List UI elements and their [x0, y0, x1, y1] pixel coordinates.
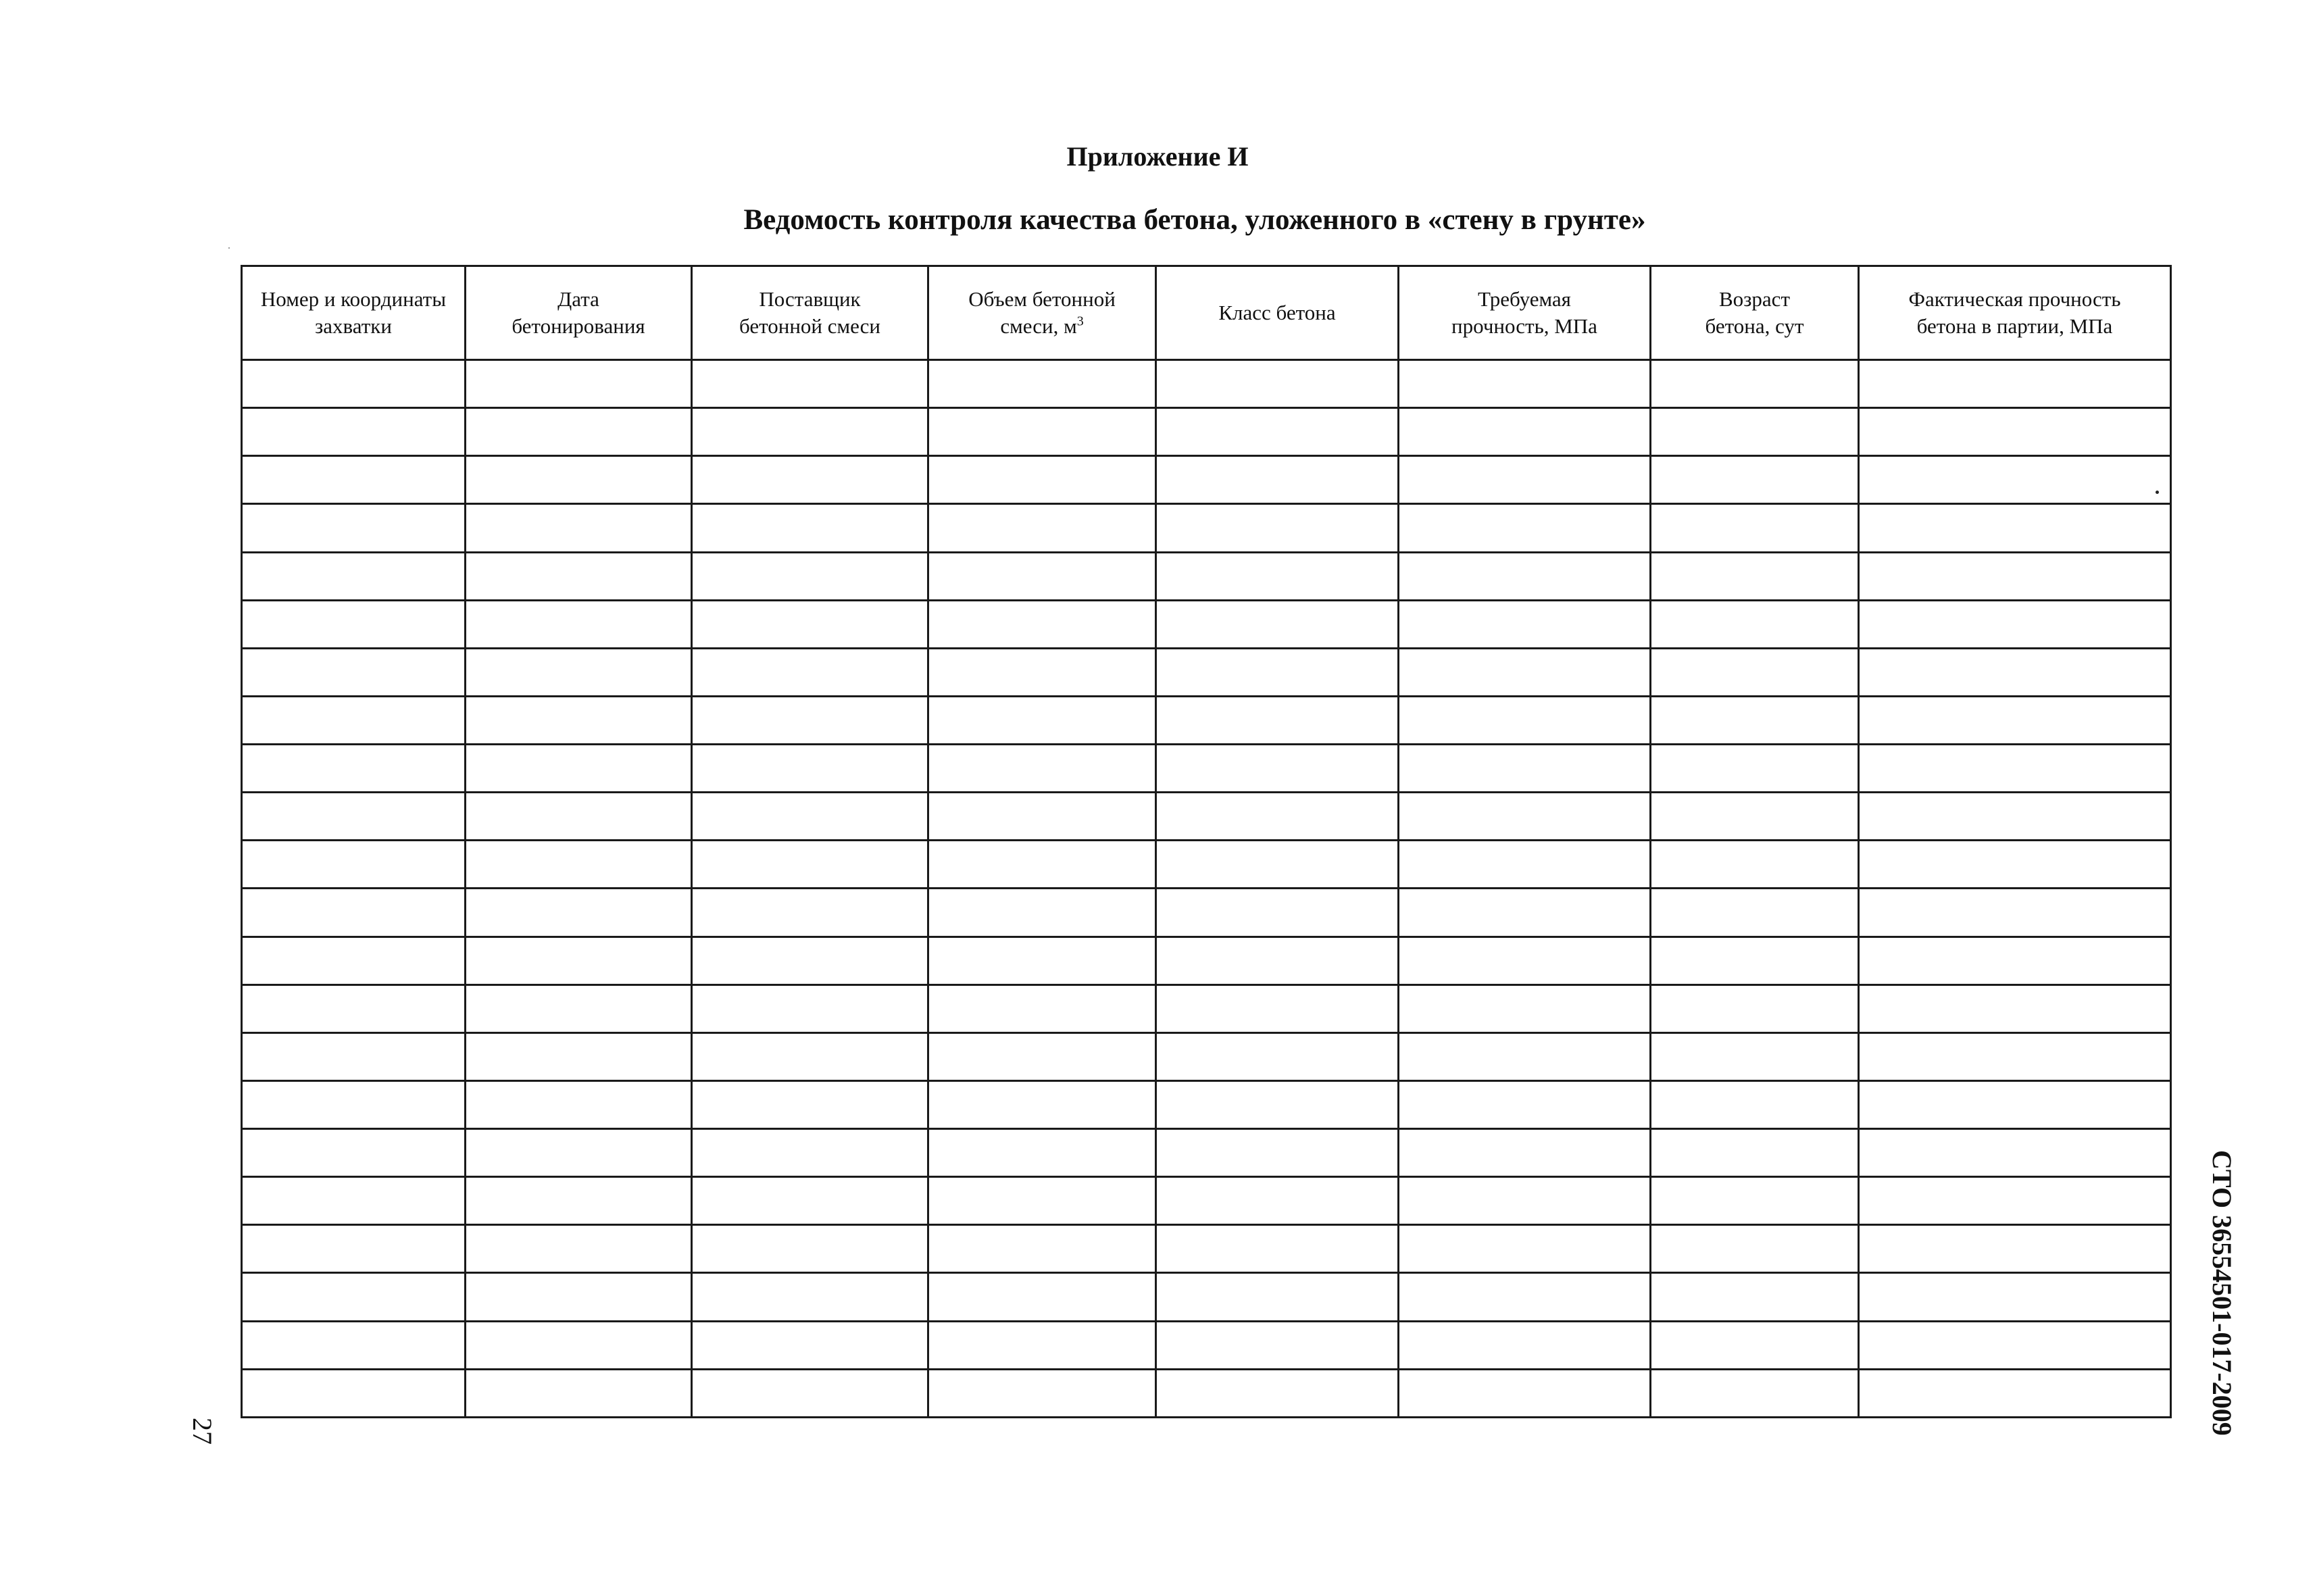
table-cell — [466, 841, 692, 889]
table-cell — [1156, 1032, 1399, 1080]
table-cell — [1651, 648, 1859, 696]
table-cell — [1651, 1369, 1859, 1417]
table-cell — [1859, 360, 2171, 408]
table-cell — [1651, 889, 1859, 937]
table-cell — [1399, 600, 1651, 648]
margin-mark — [228, 247, 230, 249]
table-row — [242, 1080, 2171, 1128]
table-cell — [1399, 696, 1651, 744]
table-cell — [692, 1369, 928, 1417]
table-cell — [1859, 793, 2171, 841]
table-cell — [1651, 504, 1859, 552]
table-cell — [242, 1080, 466, 1128]
table-cell — [1399, 793, 1651, 841]
table-cell — [1859, 600, 2171, 648]
table-cell — [692, 889, 928, 937]
table-cell — [1156, 600, 1399, 648]
table-row — [242, 456, 2171, 504]
table-cell — [1399, 1032, 1651, 1080]
table-cell — [1399, 984, 1651, 1032]
table-cell — [242, 1273, 466, 1321]
table-cell — [1399, 1369, 1651, 1417]
table-cell — [928, 793, 1156, 841]
table-cell — [1399, 1129, 1651, 1177]
table-cell — [1651, 360, 1859, 408]
table-cell — [928, 1177, 1156, 1225]
table-cell — [466, 937, 692, 984]
table-cell — [1399, 889, 1651, 937]
table-cell — [1156, 1129, 1399, 1177]
table-row — [242, 745, 2171, 793]
table-cell — [1859, 937, 2171, 984]
table-cell — [928, 456, 1156, 504]
table-cell — [1399, 841, 1651, 889]
table-header-row — [242, 266, 2171, 360]
table-cell — [466, 1369, 692, 1417]
table-cell — [692, 1032, 928, 1080]
table-cell — [1156, 1080, 1399, 1128]
table-cell — [928, 841, 1156, 889]
table-cell — [1859, 408, 2171, 456]
table-cell — [242, 1129, 466, 1177]
table-cell — [466, 1321, 692, 1369]
table-cell — [242, 841, 466, 889]
table-row — [242, 1321, 2171, 1369]
table-cell — [692, 360, 928, 408]
table-cell — [242, 1369, 466, 1417]
table-cell — [1651, 984, 1859, 1032]
table-cell — [928, 408, 1156, 456]
table-cell — [928, 1225, 1156, 1273]
table-cell — [1651, 1032, 1859, 1080]
table-cell — [466, 889, 692, 937]
table-row — [242, 793, 2171, 841]
quality-control-table — [241, 265, 2172, 1418]
table-cell — [242, 456, 466, 504]
table-cell — [1859, 1177, 2171, 1225]
table-cell — [692, 937, 928, 984]
table-cell — [242, 793, 466, 841]
table-cell — [692, 1080, 928, 1128]
table-cell — [1156, 408, 1399, 456]
table-cell — [1651, 745, 1859, 793]
table-cell — [466, 793, 692, 841]
table-cell — [1156, 360, 1399, 408]
table-row — [242, 600, 2171, 648]
table-cell — [1399, 1321, 1651, 1369]
table-cell — [928, 1080, 1156, 1128]
table-cell — [928, 600, 1156, 648]
table-cell — [692, 1177, 928, 1225]
table-cell — [242, 937, 466, 984]
table-cell — [928, 360, 1156, 408]
page-number: 27 — [187, 1418, 218, 1445]
table-cell — [1156, 745, 1399, 793]
table-cell — [1156, 937, 1399, 984]
table-cell — [692, 1225, 928, 1273]
table-cell — [1651, 456, 1859, 504]
table-cell — [1651, 1177, 1859, 1225]
table-row — [242, 360, 2171, 408]
table-cell — [242, 408, 466, 456]
table-cell — [928, 552, 1156, 600]
table-cell — [928, 984, 1156, 1032]
column-header-actual-strength: Фактическая прочность бетона в партии, МПа — [1859, 266, 2171, 360]
table-cell — [1859, 1129, 2171, 1177]
table-cell — [1156, 1321, 1399, 1369]
table-cell — [1859, 1321, 2171, 1369]
table-cell — [692, 456, 928, 504]
table-row — [242, 648, 2171, 696]
table-cell — [1156, 793, 1399, 841]
table-cell — [242, 648, 466, 696]
document-title: Ведомость контроля качества бетона, уложенного в «стену в грунте» — [743, 204, 1646, 236]
table-cell — [692, 408, 928, 456]
table-cell — [242, 1032, 466, 1080]
table-cell — [1399, 745, 1651, 793]
table-cell — [1399, 648, 1651, 696]
table-row — [242, 1273, 2171, 1321]
table-cell — [1399, 1177, 1651, 1225]
table-cell — [692, 1321, 928, 1369]
table-cell — [1651, 552, 1859, 600]
table-cell — [1651, 1129, 1859, 1177]
table-cell — [242, 1321, 466, 1369]
column-header-concrete-class: Класс бетона — [1156, 266, 1399, 360]
table-cell — [1651, 408, 1859, 456]
table-cell — [928, 696, 1156, 744]
table-cell — [242, 504, 466, 552]
table-cell — [242, 745, 466, 793]
table-cell — [466, 648, 692, 696]
table-cell — [1859, 984, 2171, 1032]
table-cell — [1651, 841, 1859, 889]
table-cell — [242, 984, 466, 1032]
table-cell — [466, 1080, 692, 1128]
table-cell — [466, 1177, 692, 1225]
table-cell — [242, 600, 466, 648]
table-body — [242, 360, 2171, 1418]
table-row — [242, 1129, 2171, 1177]
table-cell — [928, 1369, 1156, 1417]
table-cell — [1859, 456, 2171, 504]
table-cell — [1399, 1273, 1651, 1321]
table-cell — [692, 793, 928, 841]
table-cell — [1651, 1225, 1859, 1273]
table-cell — [1859, 1080, 2171, 1128]
table-cell — [692, 552, 928, 600]
table-cell — [1859, 889, 2171, 937]
table-cell — [692, 504, 928, 552]
table-cell — [466, 552, 692, 600]
table-cell — [466, 745, 692, 793]
table-row — [242, 504, 2171, 552]
table-cell — [692, 984, 928, 1032]
table-cell — [1399, 552, 1651, 600]
table-cell — [1156, 889, 1399, 937]
table-row — [242, 408, 2171, 456]
table-cell — [1859, 696, 2171, 744]
table-cell — [466, 984, 692, 1032]
column-header-volume: Объем бетонной смеси, $м^3$ — [928, 266, 1156, 360]
table-cell — [692, 696, 928, 744]
table-cell — [242, 889, 466, 937]
table-cell — [242, 552, 466, 600]
column-header-age: Возраст бетона, сут — [1651, 266, 1859, 360]
table-row — [242, 937, 2171, 984]
column-header-date: Дата бетонирования — [466, 266, 692, 360]
table-cell — [1859, 1032, 2171, 1080]
table-cell — [1156, 1177, 1399, 1225]
table-cell — [1156, 504, 1399, 552]
table-cell — [1399, 1080, 1651, 1128]
table-cell — [1156, 1273, 1399, 1321]
table-cell — [1156, 456, 1399, 504]
table-cell — [242, 1225, 466, 1273]
table-cell — [1859, 1369, 2171, 1417]
table-row — [242, 1369, 2171, 1417]
table-cell — [1399, 360, 1651, 408]
table-cell — [466, 456, 692, 504]
table-cell — [242, 1177, 466, 1225]
table-cell — [1156, 696, 1399, 744]
table-cell — [1651, 600, 1859, 648]
table-cell — [1651, 793, 1859, 841]
table-cell — [1859, 504, 2171, 552]
table-cell — [692, 1129, 928, 1177]
table-cell — [466, 1032, 692, 1080]
table-cell — [1651, 1321, 1859, 1369]
table-cell — [1399, 504, 1651, 552]
table-cell — [692, 841, 928, 889]
table-cell — [1399, 937, 1651, 984]
table-cell — [928, 504, 1156, 552]
table-cell — [928, 648, 1156, 696]
table-cell — [928, 1129, 1156, 1177]
table-cell — [928, 889, 1156, 937]
table-cell — [692, 745, 928, 793]
table-cell — [1859, 841, 2171, 889]
standard-code: СТО 36554501-017-2009 — [2207, 1150, 2237, 1436]
table-cell — [466, 408, 692, 456]
table-cell — [1859, 1273, 2171, 1321]
table-cell — [928, 1321, 1156, 1369]
table-cell — [928, 1032, 1156, 1080]
table-cell — [928, 745, 1156, 793]
table-cell — [1156, 552, 1399, 600]
table-row — [242, 841, 2171, 889]
table-cell — [1859, 1225, 2171, 1273]
table-cell — [692, 600, 928, 648]
table-cell — [466, 504, 692, 552]
column-header-supplier: Поставщик бетонной смеси — [692, 266, 928, 360]
table-cell — [1651, 696, 1859, 744]
table-cell — [242, 360, 466, 408]
table-row — [242, 1032, 2171, 1080]
table-cell — [1651, 1080, 1859, 1128]
table-row — [242, 1177, 2171, 1225]
table-row — [242, 1225, 2171, 1273]
table-cell — [692, 1273, 928, 1321]
table-cell — [466, 696, 692, 744]
table-cell — [1859, 745, 2171, 793]
scan-dot — [2156, 491, 2159, 494]
table-cell — [1399, 1225, 1651, 1273]
table-cell — [1156, 841, 1399, 889]
appendix-title: Приложение И — [1066, 141, 1249, 172]
column-header-section: Номер и координаты захватки — [242, 266, 466, 360]
table-cell — [466, 1129, 692, 1177]
table-cell — [466, 1273, 692, 1321]
table-row — [242, 696, 2171, 744]
column-header-required-strength: Требуемая прочность, МПа — [1399, 266, 1651, 360]
table-cell — [1651, 1273, 1859, 1321]
table-cell — [1156, 984, 1399, 1032]
table-cell — [1859, 552, 2171, 600]
table-cell — [466, 1225, 692, 1273]
table-cell — [242, 696, 466, 744]
table-row — [242, 984, 2171, 1032]
table-cell — [466, 600, 692, 648]
table-cell — [928, 1273, 1156, 1321]
table-cell — [466, 360, 692, 408]
table-row — [242, 889, 2171, 937]
table-cell — [928, 937, 1156, 984]
table-cell — [1399, 408, 1651, 456]
table-cell — [1651, 937, 1859, 984]
table-cell — [1156, 648, 1399, 696]
table-cell — [1156, 1225, 1399, 1273]
table-row — [242, 552, 2171, 600]
table-cell — [1399, 456, 1651, 504]
table-cell — [1859, 648, 2171, 696]
table-cell — [692, 648, 928, 696]
table-cell — [1156, 1369, 1399, 1417]
